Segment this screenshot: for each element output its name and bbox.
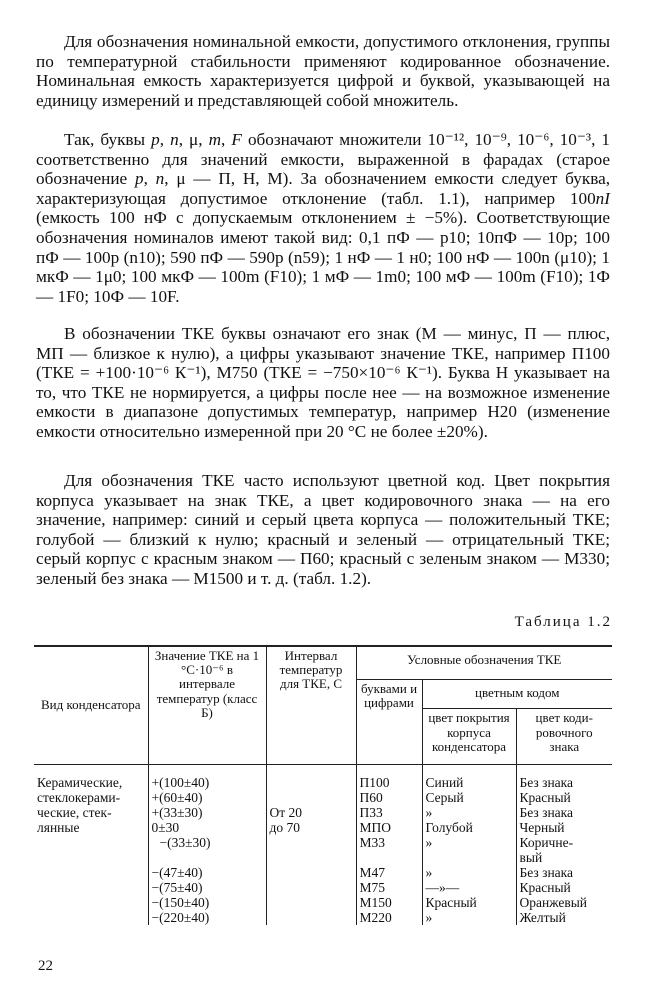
header-letters-digits: буквами и цифрами [356,680,422,765]
header-mark-color: цвет кодировочного знака [516,709,612,765]
header-designations: Условные обозначения ТКЕ [356,646,612,680]
paragraph-tke-color-code: Для обозначения ТКЕ часто используют цветной код. Цвет покрытия корпуса указывает на знак ТКЕ, а цвет кодировочного знака — на его значение, например: синий и серый цвета корпуса — положительный ТКЕ; голубой — близкий к нулю; красный и зеленый — отрицательный ТКЕ; серый корпус с красным знаком — П60; красный с зеленым знаком — М330; зеленый без знака — М1500 и т. д. (табл. 1.2). [36,471,610,588]
table-row-group-2 [34,865,612,925]
tke-table [34,645,612,925]
header-capacitor-type: Вид конденсатора [34,646,148,765]
cell-body-group-1: Синий Серый » Голубой » [422,765,516,866]
cell-interval: От 20 до 70 [266,765,356,866]
cell-letters-group-2: М47 М75 М150 М220 [356,865,422,925]
paragraph-multiplier-letters: Так, буквы p, n, μ, m, F обозначают множители 10⁻¹², 10⁻⁹, 10⁻⁶, 10⁻³, 1 соответственно для значений емкости, выраженной в фарадах (старое обозначение p, n, μ — П, Н, М). За обозначением емкости следует буква, характеризующая допустимое отклонение (табл. 1.1), например 100nI (емкость 100 нФ с допускаемым отклонением ± −5%). Соответствующие обозначения номиналов имеют такой вид: 0,1 пФ — p10; 10пФ — 10p; 100 пФ — 100p (n10); 590 пФ — 590p (n59); 1 нФ — 1 н0; 100 нФ — 100n (μ10); 1 мкФ — 1μ0; 100 мкФ — 100m (F10); 1 мФ — 1m0; 100 мФ — 100m (F10); 1Ф — 1F0; 10Ф — 10F. [36,130,611,306]
header-temperature-interval: Интервал температур для ТКЕ, С [266,646,356,765]
cell-body-group-2: » —»— Красный » [422,865,516,925]
table-header-row [34,646,612,680]
cell-letters-group-1: П100 П60 П33 МПО М33 [356,765,422,866]
cell-mark-group-1: Без знака Красный Без знака Черный Коричне- вый [516,765,612,866]
paragraph-tke-letters: В обозначении ТКЕ буквы означают его знак (М — минус, П — плюс, МП — близкое к нулю), а цифры указывают значение ТКЕ, например П100 (ТКЕ = +100·10⁻⁶ К⁻¹), М750 (ТКЕ = −750×10⁻⁶ К⁻¹). Буква Н указывает на то, что ТКЕ не нормируется, а цифры после нее — на возможное изменение емкости в диапазоне допустимых температур, например Н20 (изменение емкости относительно измеренной при 20 °С не более ±20%). [36,324,610,441]
page-number: 22 [38,958,53,974]
table-row-group-1 [34,765,612,866]
cell-mark-group-2: Без знака Красный Оранжевый Желтый [516,865,612,925]
header-body-color: цвет покрытия корпуса конденсатора [422,709,516,765]
table-caption: Таблица 1.2 [514,614,612,630]
header-color-code: цветным кодом [422,680,612,709]
cell-values-group-2: −(47±40) −(75±40) −(150±40) −(220±40) [148,865,266,925]
cell-capacitor-type: Керамические, стеклокерами- ческие, стек- лянные [34,765,148,866]
paragraph-nominal-capacitance: Для обозначения номинальной емкости, допустимого отклонения, группы по температурной стабильности применяют кодированное обозначение. Номинальная емкость характеризуется цифрой и буквой, указывающей на единицу измерений и представляющей собой множитель. [36,32,610,110]
cell-values-group-1: +(100±40) +(60±40) +(33±30) 0±30 −(33±30) [148,765,266,866]
header-tke-value: Значение ТКЕ на 1 °С·10⁻⁶ в интервале температур (класс Б) [148,646,266,765]
